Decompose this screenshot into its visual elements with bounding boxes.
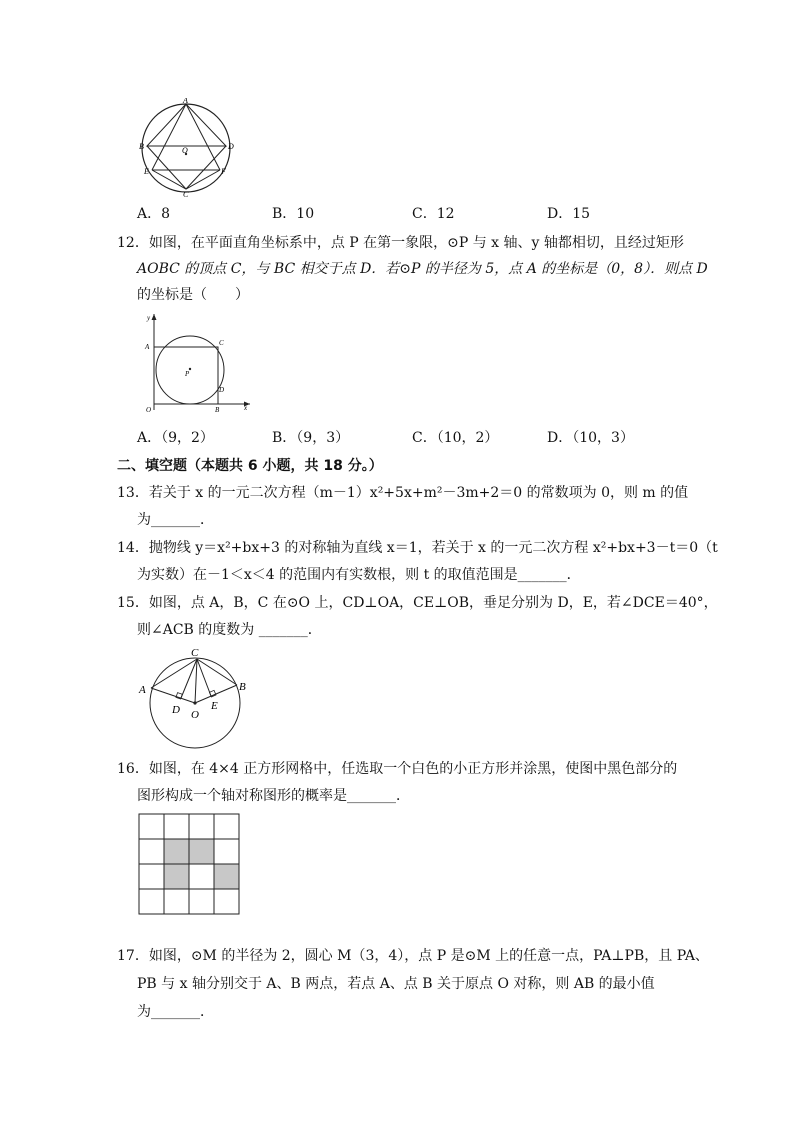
q12-option-d: D．（10，3） xyxy=(547,430,634,446)
grid-cell xyxy=(189,864,214,889)
grid-cell xyxy=(164,814,189,839)
q11-option-d: D．15 xyxy=(547,206,591,222)
q15-figure xyxy=(135,645,255,751)
q12-label-x: x xyxy=(244,404,248,412)
q11-label-D: D xyxy=(228,142,234,151)
grid-cell-shaded xyxy=(189,839,214,864)
q16-grid-figure xyxy=(138,813,240,915)
grid-cell xyxy=(214,889,239,914)
q14-text-2: 为实数）在－1＜x＜4 的范围内有实数根，则 t 的取值范围是_______． xyxy=(137,567,581,583)
q17-text-3: 为_______． xyxy=(137,1004,214,1020)
q16-text-2: 图形构成一个轴对称图形的概率是_______． xyxy=(137,788,410,804)
q13-text-2: 为_______． xyxy=(137,512,214,528)
q12-label-D: D xyxy=(219,386,225,394)
q12-figure xyxy=(138,312,256,416)
q17-text-2: PB 与 x 轴分别交于 A、B 两点，若点 A、点 B 关于原点 O 对称，则 AB 的最小值 xyxy=(137,976,655,992)
q12-label-B: B xyxy=(215,406,220,414)
q15-label-D: D xyxy=(172,704,180,716)
q13-text-1: 13．若关于 x 的一元二次方程（m－1）x²+5x+m²－3m+2＝0 的常数项为 0，则 m 的值 xyxy=(117,485,689,501)
grid-cell xyxy=(139,839,164,864)
q12-text-3: 的坐标是（ ） xyxy=(137,287,249,303)
q11-label-O: O xyxy=(182,146,188,155)
q12-text-2: AOBC 的顶点 C，与 BC 相交于点 D．若⊙P 的半径为 5，点 A 的坐标是（0，8）．则点 D xyxy=(137,261,708,277)
q12-option-a: A．（9，2） xyxy=(137,430,214,446)
grid-cell xyxy=(164,889,189,914)
grid-cell xyxy=(139,864,164,889)
q15-label-E: E xyxy=(211,700,218,712)
q11-label-B: B xyxy=(139,142,144,151)
q11-label-A: A xyxy=(183,98,188,105)
grid-cell xyxy=(189,889,214,914)
q11-label-E: E xyxy=(144,167,149,176)
q15-text-2: 则∠ACB 的度数为 _______． xyxy=(137,622,322,638)
section-2-title: 二、填空题（本题共 6 小题，共 18 分。） xyxy=(117,458,383,474)
grid-cell-shaded xyxy=(214,864,239,889)
grid-cell xyxy=(139,889,164,914)
grid-cell xyxy=(189,814,214,839)
q12-label-C: C xyxy=(219,339,224,347)
q15-label-C: C xyxy=(191,647,199,659)
q11-label-F: F xyxy=(221,167,226,176)
q17-text-1: 17．如图，⊙M 的半径为 2，圆心 M（3，4），点 P 是⊙M 上的任意一点，PA⊥PB，且 PA、 xyxy=(117,948,709,964)
q11-option-a: A．8 xyxy=(137,206,171,222)
q12-option-c: C．（10，2） xyxy=(412,430,499,446)
q11-label-C: C xyxy=(183,190,189,198)
q12-label-P: P xyxy=(185,370,190,378)
q12-option-b: B．（9，3） xyxy=(272,430,350,446)
q15-label-A: A xyxy=(139,684,146,696)
grid-cell-shaded xyxy=(164,839,189,864)
q16-text-1: 16．如图，在 4×4 正方形网格中，任选取一个白色的小正方形并涂黑，使图中黑色部分的 xyxy=(117,761,678,777)
q11-option-c: C．12 xyxy=(412,206,455,222)
q12-text-1: 12．如图，在平面直角坐标系中，点 P 在第一象限，⊙P 与 x 轴、y 轴都相切，且经过矩形 xyxy=(117,235,684,251)
q14-text-1: 14．抛物线 y＝x²+bx+3 的对称轴为直线 x＝1，若关于 x 的一元二次方程 x²+bx+3－t＝0（t xyxy=(117,540,718,556)
q15-text-1: 15．如图，点 A，B，C 在⊙O 上，CD⊥OA，CE⊥OB，垂足分别为 D，E，若∠DCE＝40°， xyxy=(117,595,718,611)
q12-label-A: A xyxy=(145,343,150,351)
q11-figure xyxy=(138,98,238,198)
q12-label-O: O xyxy=(146,406,152,414)
q15-label-O: O xyxy=(191,709,199,721)
q11-option-b: B．10 xyxy=(272,206,315,222)
grid-cell xyxy=(214,839,239,864)
grid-cell xyxy=(214,814,239,839)
grid-cell-shaded xyxy=(164,864,189,889)
q12-label-y: y xyxy=(147,314,151,322)
grid-cell xyxy=(139,814,164,839)
q15-label-B: B xyxy=(239,681,246,693)
